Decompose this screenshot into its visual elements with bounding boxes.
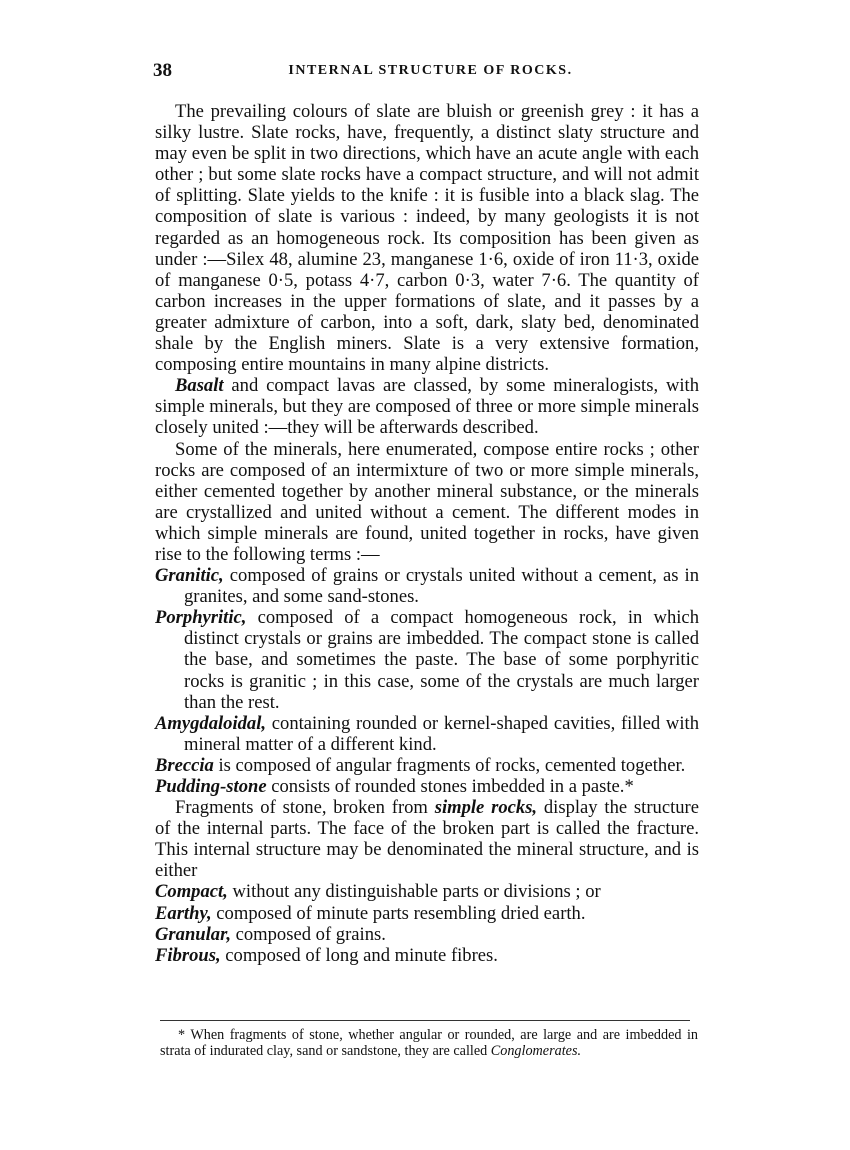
structure-text: composed of grains. (230, 923, 386, 945)
term-granular: Granular, (155, 923, 231, 945)
term-granitic: Granitic, (155, 565, 224, 587)
term-earthy: Earthy, (155, 902, 212, 924)
page-number: 38 (153, 60, 172, 81)
paragraph-basalt (155, 375, 699, 438)
structure-fibrous (155, 945, 699, 966)
definition-text: composed of grains or crystals united without a cement, as in granites, and some sand-stones. (184, 565, 699, 608)
term-pudding-stone: Pudding-stone (155, 776, 267, 797)
paragraph-fracture-post: display the structure of the internal parts. The face of the broken part is called the fracture. This internal structure may be denominated the mineral structure, and is either (155, 797, 699, 882)
structure-granular (155, 924, 699, 945)
footnote-divider (160, 1020, 690, 1021)
footnote-paragraph (160, 1028, 698, 1059)
structure-text: composed of minute parts resembling dried earth. (211, 902, 586, 924)
definition-text: consists of rounded stones imbedded in a paste.* (266, 776, 634, 797)
emphasis-simple-rocks: simple rocks, (434, 797, 538, 819)
definition-breccia (155, 755, 699, 776)
term-amygdaloidal: Amygdaloidal, (155, 712, 267, 734)
paragraph-basalt-text: and compact lavas are classed, by some mineralogists, with simple minerals, but they are composed of three or more simple minerals closely united :—they will be afterwards described. (155, 375, 699, 439)
footnote-emphasis: Conglomerates. (490, 1042, 582, 1059)
body-text (155, 101, 699, 966)
structure-compact (155, 881, 699, 902)
paragraph-slate: The prevailing colours of slate are bluish or greenish grey : it has a silky lustre. Slate rocks, have, frequently, a distinct slaty structure and may even be split in two directions, which have an acute angle with each other ; but some slate rocks have a compact structure, and will not admit of splitting. Slate yields to the knife : it is fusible into a black slag. The composition of slate is various : indeed, by many geologists it is not regarded as an homogeneous rock. Its composition has been given as under :—Silex 48, alumine 23, manganese 1·6, oxide of iron 11·3, oxide of manganese 0·5, potass 4·7, carbon 0·3, water 7·6. The quantity of carbon increases in the upper formations of slate, and it passes by a greater admixture of carbon, into a soft, dark, slaty bed, denominated shale by the English miners. Slate is a very extensive formation, composing entire mountains in many alpine districts. (155, 101, 699, 376)
paragraph-fracture-pre: Fragments of stone, broken from (175, 797, 435, 819)
definition-porphyritic (155, 607, 699, 712)
paragraph-rock-composition: Some of the minerals, here enumerated, compose entire rocks ; other rocks are composed of an intermixture of two or more simple minerals, either cemented together by another mineral substance, or the minerals are crystallized and united without a cement. The different modes in which simple minerals are found, united together in rocks, have given rise to the following terms :— (155, 438, 699, 565)
structure-earthy (155, 903, 699, 924)
definition-pudding-stone (155, 776, 699, 797)
footnote (160, 1028, 698, 1059)
footnote-text: * When fragments of stone, whether angular or rounded, are large and are imbedded in strata of indurated clay, sand or sandstone, they are called (160, 1027, 698, 1059)
definition-text: containing rounded or kernel-shaped cavities, filled with mineral matter of a different kind. (184, 712, 699, 755)
term-porphyritic: Porphyritic, (155, 607, 247, 629)
definition-amygdaloidal (155, 713, 699, 755)
term-breccia: Breccia (155, 754, 214, 776)
term-fibrous: Fibrous, (155, 944, 221, 966)
page-header (153, 60, 698, 86)
structure-text: without any distinguishable parts or divisions ; or (227, 881, 601, 903)
structure-text: composed of long and minute fibres. (220, 944, 498, 966)
paragraph-fracture (155, 797, 699, 881)
running-head: INTERNAL STRUCTURE OF ROCKS. (288, 63, 573, 78)
term-compact: Compact, (155, 881, 228, 903)
definition-text: composed of a compact homogeneous rock, in which distinct crystals or grains are imbedded. The compact stone is called the base, and sometimes the paste. The base of some porphyritic rocks is granitic ; in this case, some of the crystals are much larger than the rest. (184, 607, 699, 713)
term-basalt: Basalt (175, 375, 224, 397)
definition-granitic (155, 565, 699, 607)
definition-text: is composed of angular fragments of rocks, cemented together. (213, 754, 686, 776)
